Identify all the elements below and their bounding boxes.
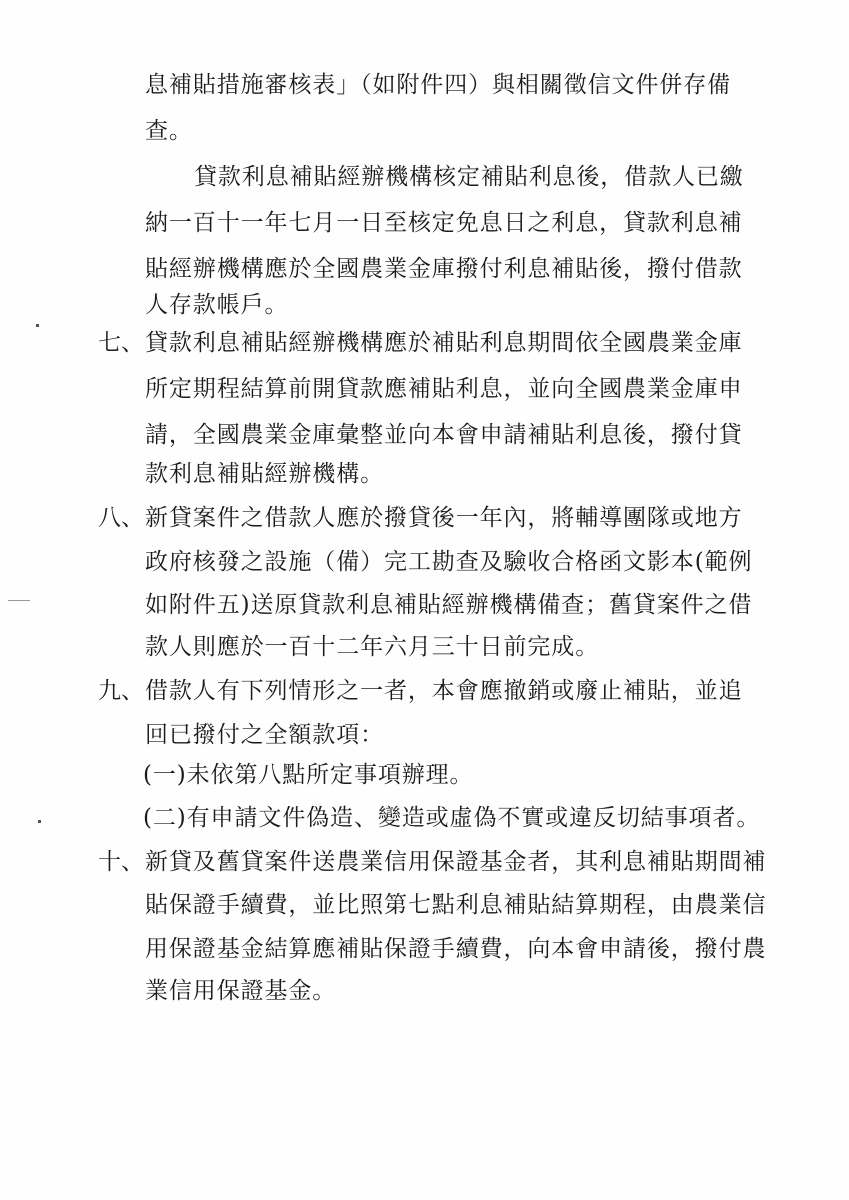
text-line: 回已撥付之全額款項： bbox=[145, 722, 384, 748]
text-line: 貼保證手續費，並比照第七點利息補貼結算期程，由農業信 bbox=[145, 892, 767, 918]
sub-item: (二)有申請文件偽造、變造或虛偽不實或違反切結事項者。 bbox=[143, 805, 761, 831]
scan-mark bbox=[38, 820, 41, 823]
scan-mark bbox=[36, 324, 39, 327]
text-line: 息補貼措施審核表」（如附件四）與相關徵信文件併存備 bbox=[145, 72, 731, 98]
text-line: 款利息補貼經辦機構。 bbox=[145, 461, 384, 487]
text-line: 請，全國農業金庫彙整並向本會申請補貼利息後，撥付貸 bbox=[145, 422, 743, 448]
text-line: 貸款利息補貼經辦機構應於補貼利息期間依全國農業金庫 bbox=[145, 330, 743, 356]
text-line: 用保證基金結算應補貼保證手續費，向本會申請後，撥付農 bbox=[145, 936, 767, 962]
text-line: 納一百十一年七月一日至核定免息日之利息，貸款利息補 bbox=[145, 210, 743, 236]
text-line: 所定期程結算前開貸款應補貼利息，並向全國農業金庫申 bbox=[145, 376, 743, 402]
text-line: 人存款帳戶。 bbox=[145, 292, 289, 318]
text-line: 業信用保證基金。 bbox=[145, 978, 337, 1004]
text-line: 查。 bbox=[145, 118, 193, 144]
text-line: 貸款利息補貼經辦機構核定補貼利息後，借款人已繳 bbox=[194, 164, 744, 190]
text-line: 政府核發之設施（備）完工勘查及驗收合格函文影本(範例 bbox=[145, 549, 753, 575]
text-line: 新貸及舊貸案件送農業信用保證基金者，其利息補貼期間補 bbox=[145, 849, 767, 875]
text-line: 貼經辦機構應於全國農業金庫撥付利息補貼後，撥付借款 bbox=[145, 256, 743, 282]
scan-mark bbox=[8, 600, 30, 601]
sub-item: (一)未依第八點所定事項辦理。 bbox=[143, 762, 474, 788]
item-number: 七、 bbox=[98, 330, 144, 356]
text-line: 借款人有下列情形之一者，本會應撤銷或廢止補貼，並追 bbox=[145, 678, 743, 704]
item-number: 八、 bbox=[98, 505, 144, 531]
text-line: 新貸案件之借款人應於撥貸後一年內，將輔導團隊或地方 bbox=[145, 505, 743, 531]
item-number: 十、 bbox=[98, 849, 144, 875]
item-number: 九、 bbox=[98, 678, 144, 704]
text-line: 款人則應於一百十二年六月三十日前完成。 bbox=[145, 634, 600, 660]
text-line: 如附件五)送原貸款利息補貼經辦機構備查；舊貸案件之借 bbox=[145, 592, 753, 618]
